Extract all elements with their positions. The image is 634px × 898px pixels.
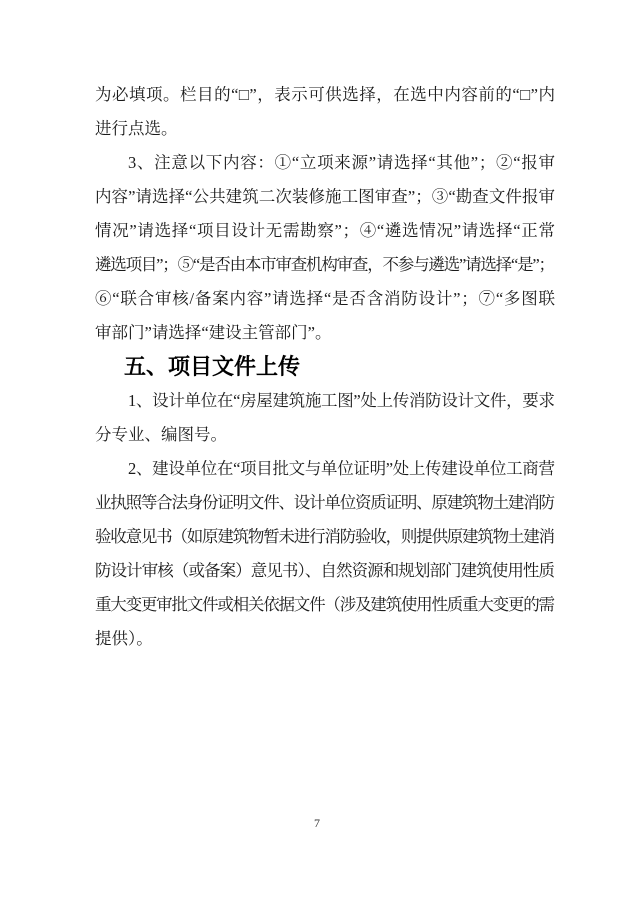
section-heading-text: 五、项目文件上传 [124,354,301,379]
text-line-content: ⑥“联合审核/备案内容”请选择“是否含消防设计”；⑦“多图联 [95,289,556,308]
text-line-content: 内容”请选择“公共建筑二次装修施工图审查”；③“勘查文件报审 [95,187,556,206]
text-line [95,554,555,588]
text-line [95,316,555,350]
text-line [95,180,555,214]
text-line-content: 1、设计单位在“房屋建筑施工图”处上传消防设计文件，要求 [128,391,555,410]
text-line [95,78,555,112]
text-line-content: 验收意见书（如原建筑物暂未进行消防验收，则提供原建筑物土建消 [95,527,554,546]
text-line [95,112,555,146]
text-line [95,452,555,486]
text-line-content: 遴选项目”；⑤“是否由本市审查机构审查，不参与遴选”请选择“是”； [95,255,554,274]
page-number [0,816,634,831]
text-line-content: 分专业、编图号。 [95,425,227,444]
text-line-content: 3、注意以下内容：①“立项来源”请选择“其他”；②“报审 [128,153,556,172]
section-heading [95,350,555,384]
text-line-content: 防设计审核（或备案）意见书）、自然资源和规划部门建筑使用性质 [95,561,555,580]
text-line [95,486,555,520]
text-line [95,146,555,180]
text-line [95,214,555,248]
text-line [95,418,555,452]
text-line-content: 提供）。 [95,629,153,648]
text-line [95,282,555,316]
text-line [95,588,555,622]
text-line [95,248,555,282]
page-number-text: 7 [314,816,320,830]
text-line-content: 为必填项。栏目的“□”，表示可供选择，在选中内容前的“□”内 [95,85,556,104]
text-line-content: 进行点选。 [95,119,178,138]
text-line-content: 重大变更审批文件或相关依据文件（涉及建筑使用性质重大变更的需 [95,595,554,614]
text-line [95,520,555,554]
text-line-content: 情况”请选择“项目设计无需勘察”；④“遴选情况”请选择“正常 [95,221,556,240]
text-line-content: 审部门”请选择“建设主管部门”。 [95,323,332,342]
text-line-content: 2、建设单位在“项目批文与单位证明”处上传建设单位工商营 [128,459,555,478]
text-line-content: 业执照等合法身份证明文件、设计单位资质证明、原建筑物土建消防 [95,493,554,512]
page-body-text [95,78,555,656]
text-line [95,384,555,418]
text-line [95,622,555,656]
